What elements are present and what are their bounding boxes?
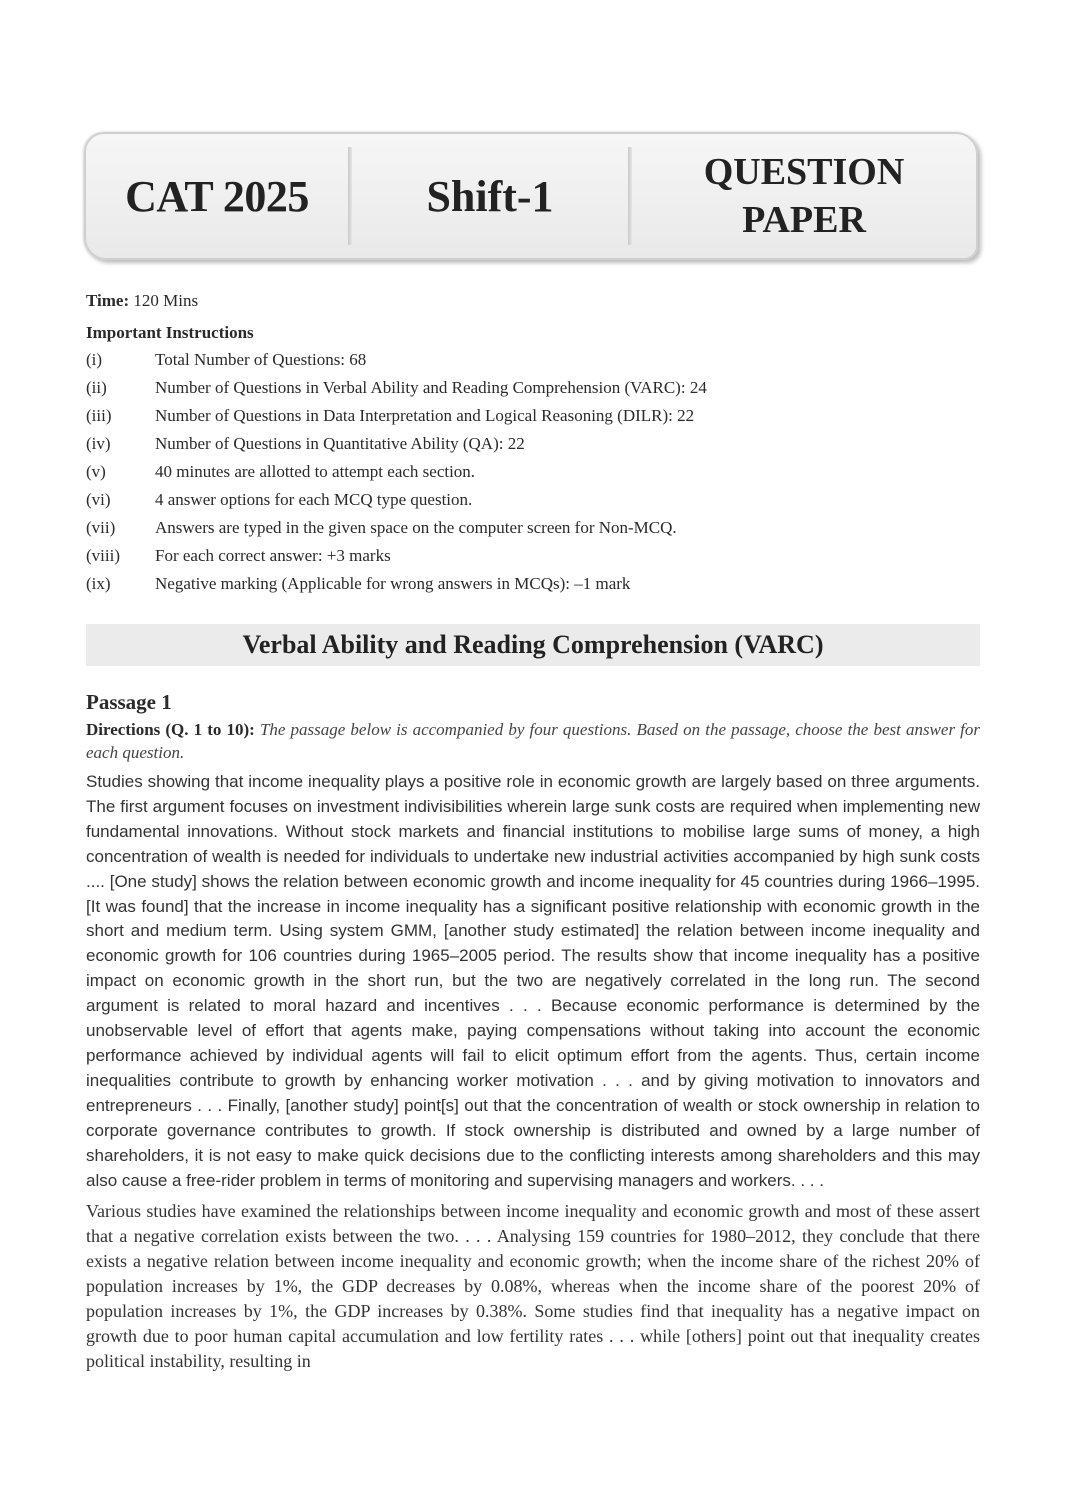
passage-directions	[86, 718, 980, 764]
page-content	[86, 288, 980, 1374]
time-info	[86, 288, 980, 314]
instruction-item	[86, 486, 980, 514]
instruction-number: (v)	[86, 462, 106, 481]
time-label: Time:	[86, 291, 130, 310]
passage-paragraph-2: Various studies have examined the relationships between income inequality and economic growth and most of these assert that a negative correlation exists between the two. . . . Analysing 159 countries for 1980–2012, they conclude that there exists a negative relation between income inequality and economic growth; when the income share of the richest 20% of population increases by 1%, the GDP decreases by 0.08%, whereas when the income share of the poorest 20% of population increases by 1%, the GDP increases by 0.38%. Some studies find that inequality has a negative impact on growth due to poor human capital accumulation and low fertility rates . . . while [others] point out that inequality creates political instability, resulting in	[86, 1201, 980, 1371]
instruction-text: Number of Questions in Quantitative Ability (QA): 22	[155, 434, 525, 453]
instruction-text: Number of Questions in Data Interpretation and Logical Reasoning (DILR): 22	[155, 406, 695, 425]
instruction-item	[86, 402, 980, 430]
instruction-item	[86, 570, 980, 598]
time-value: 120 Mins	[133, 291, 199, 310]
instruction-text: For each correct answer: +3 marks	[155, 546, 391, 565]
instruction-number: (ix)	[86, 574, 111, 593]
doc-type-title	[632, 134, 976, 258]
instruction-item	[86, 374, 980, 402]
instruction-text: Answers are typed in the given space on the computer screen for Non-MCQ.	[155, 518, 677, 537]
exam-title: CAT 2025	[125, 171, 309, 221]
instruction-item	[86, 346, 980, 374]
instruction-text: Total Number of Questions: 68	[155, 350, 367, 369]
doc-type-line2: PAPER	[742, 199, 866, 241]
section-heading: Verbal Ability and Reading Comprehension (VARC)	[86, 624, 980, 666]
instruction-item	[86, 430, 980, 458]
instruction-item	[86, 458, 980, 486]
instruction-item	[86, 542, 980, 570]
instruction-number: (vi)	[86, 490, 111, 509]
passage-paragraph-1: Studies showing that income inequality plays a positive role in economic growth are largely based on three arguments. The first argument focuses on investment indivisibilities wherein large sunk costs are required when implementing new fundamental innovations. Without stock markets and financial institutions to mobilise large sums of money, a high concentration of wealth is needed for individuals to undertake new industrial activities accompanied by high sunk costs .... [One study] shows the relation between economic growth and income inequality for 45 countries during 1966–1995. [It was found] that the increase in income inequality has a significant positive relationship with economic growth in the short and medium term. Using system GMM, [another study estimated] the relation between income inequality and economic growth for 106 countries during 1965–2005 period. The results show that income inequality has a positive impact on economic growth in the short run, but the two are negatively correlated in the long run. The second argument is related to moral hazard and incentives . . . Because economic performance is determined by the unobservable level of effort that agents make, paying compensations without taking into account the economic performance achieved by individual agents will fail to elicit optimum effort from the agents. Thus, certain income inequalities contribute to growth by enhancing worker motivation . . . and by giving motivation to innovators and entrepreneurs . . . Finally, [another study] point[s] out that the concentration of wealth or stock ownership in relation to corporate governance contributes to growth. If stock ownership is distributed and owned by a large number of shareholders, it is not easy to make quick decisions due to the conflicting interests among shareholders and this may also cause a free-rider problem in terms of monitoring and supervising managers and workers. . . .	[86, 772, 980, 1190]
directions-label: Directions (Q. 1 to 10):	[86, 720, 255, 739]
doc-type-line1: QUESTION	[703, 151, 905, 193]
instructions-title: Important Instructions	[86, 323, 254, 342]
shift-title: Shift-1	[426, 171, 554, 221]
instruction-item	[86, 514, 980, 542]
instruction-number: (ii)	[86, 378, 107, 397]
instruction-number: (iii)	[86, 406, 112, 425]
directions-text: The passage below is accompanied by four questions. Based on the passage, choose the best answer for each question.	[86, 720, 980, 762]
instruction-text: Number of Questions in Verbal Ability and Reading Comprehension (VARC): 24	[155, 378, 707, 397]
instruction-number: (viii)	[86, 546, 120, 565]
instructions-list	[86, 346, 980, 598]
instruction-number: (iv)	[86, 434, 111, 453]
instruction-number: (i)	[86, 350, 103, 369]
passage-title: Passage 1	[86, 690, 172, 714]
instruction-text: 4 answer options for each MCQ type question.	[155, 490, 473, 509]
header-banner	[84, 132, 978, 260]
instruction-text: 40 minutes are allotted to attempt each section.	[155, 462, 476, 481]
instruction-number: (vii)	[86, 518, 116, 537]
instruction-text: Negative marking (Applicable for wrong answers in MCQs): –1 mark	[155, 574, 631, 593]
